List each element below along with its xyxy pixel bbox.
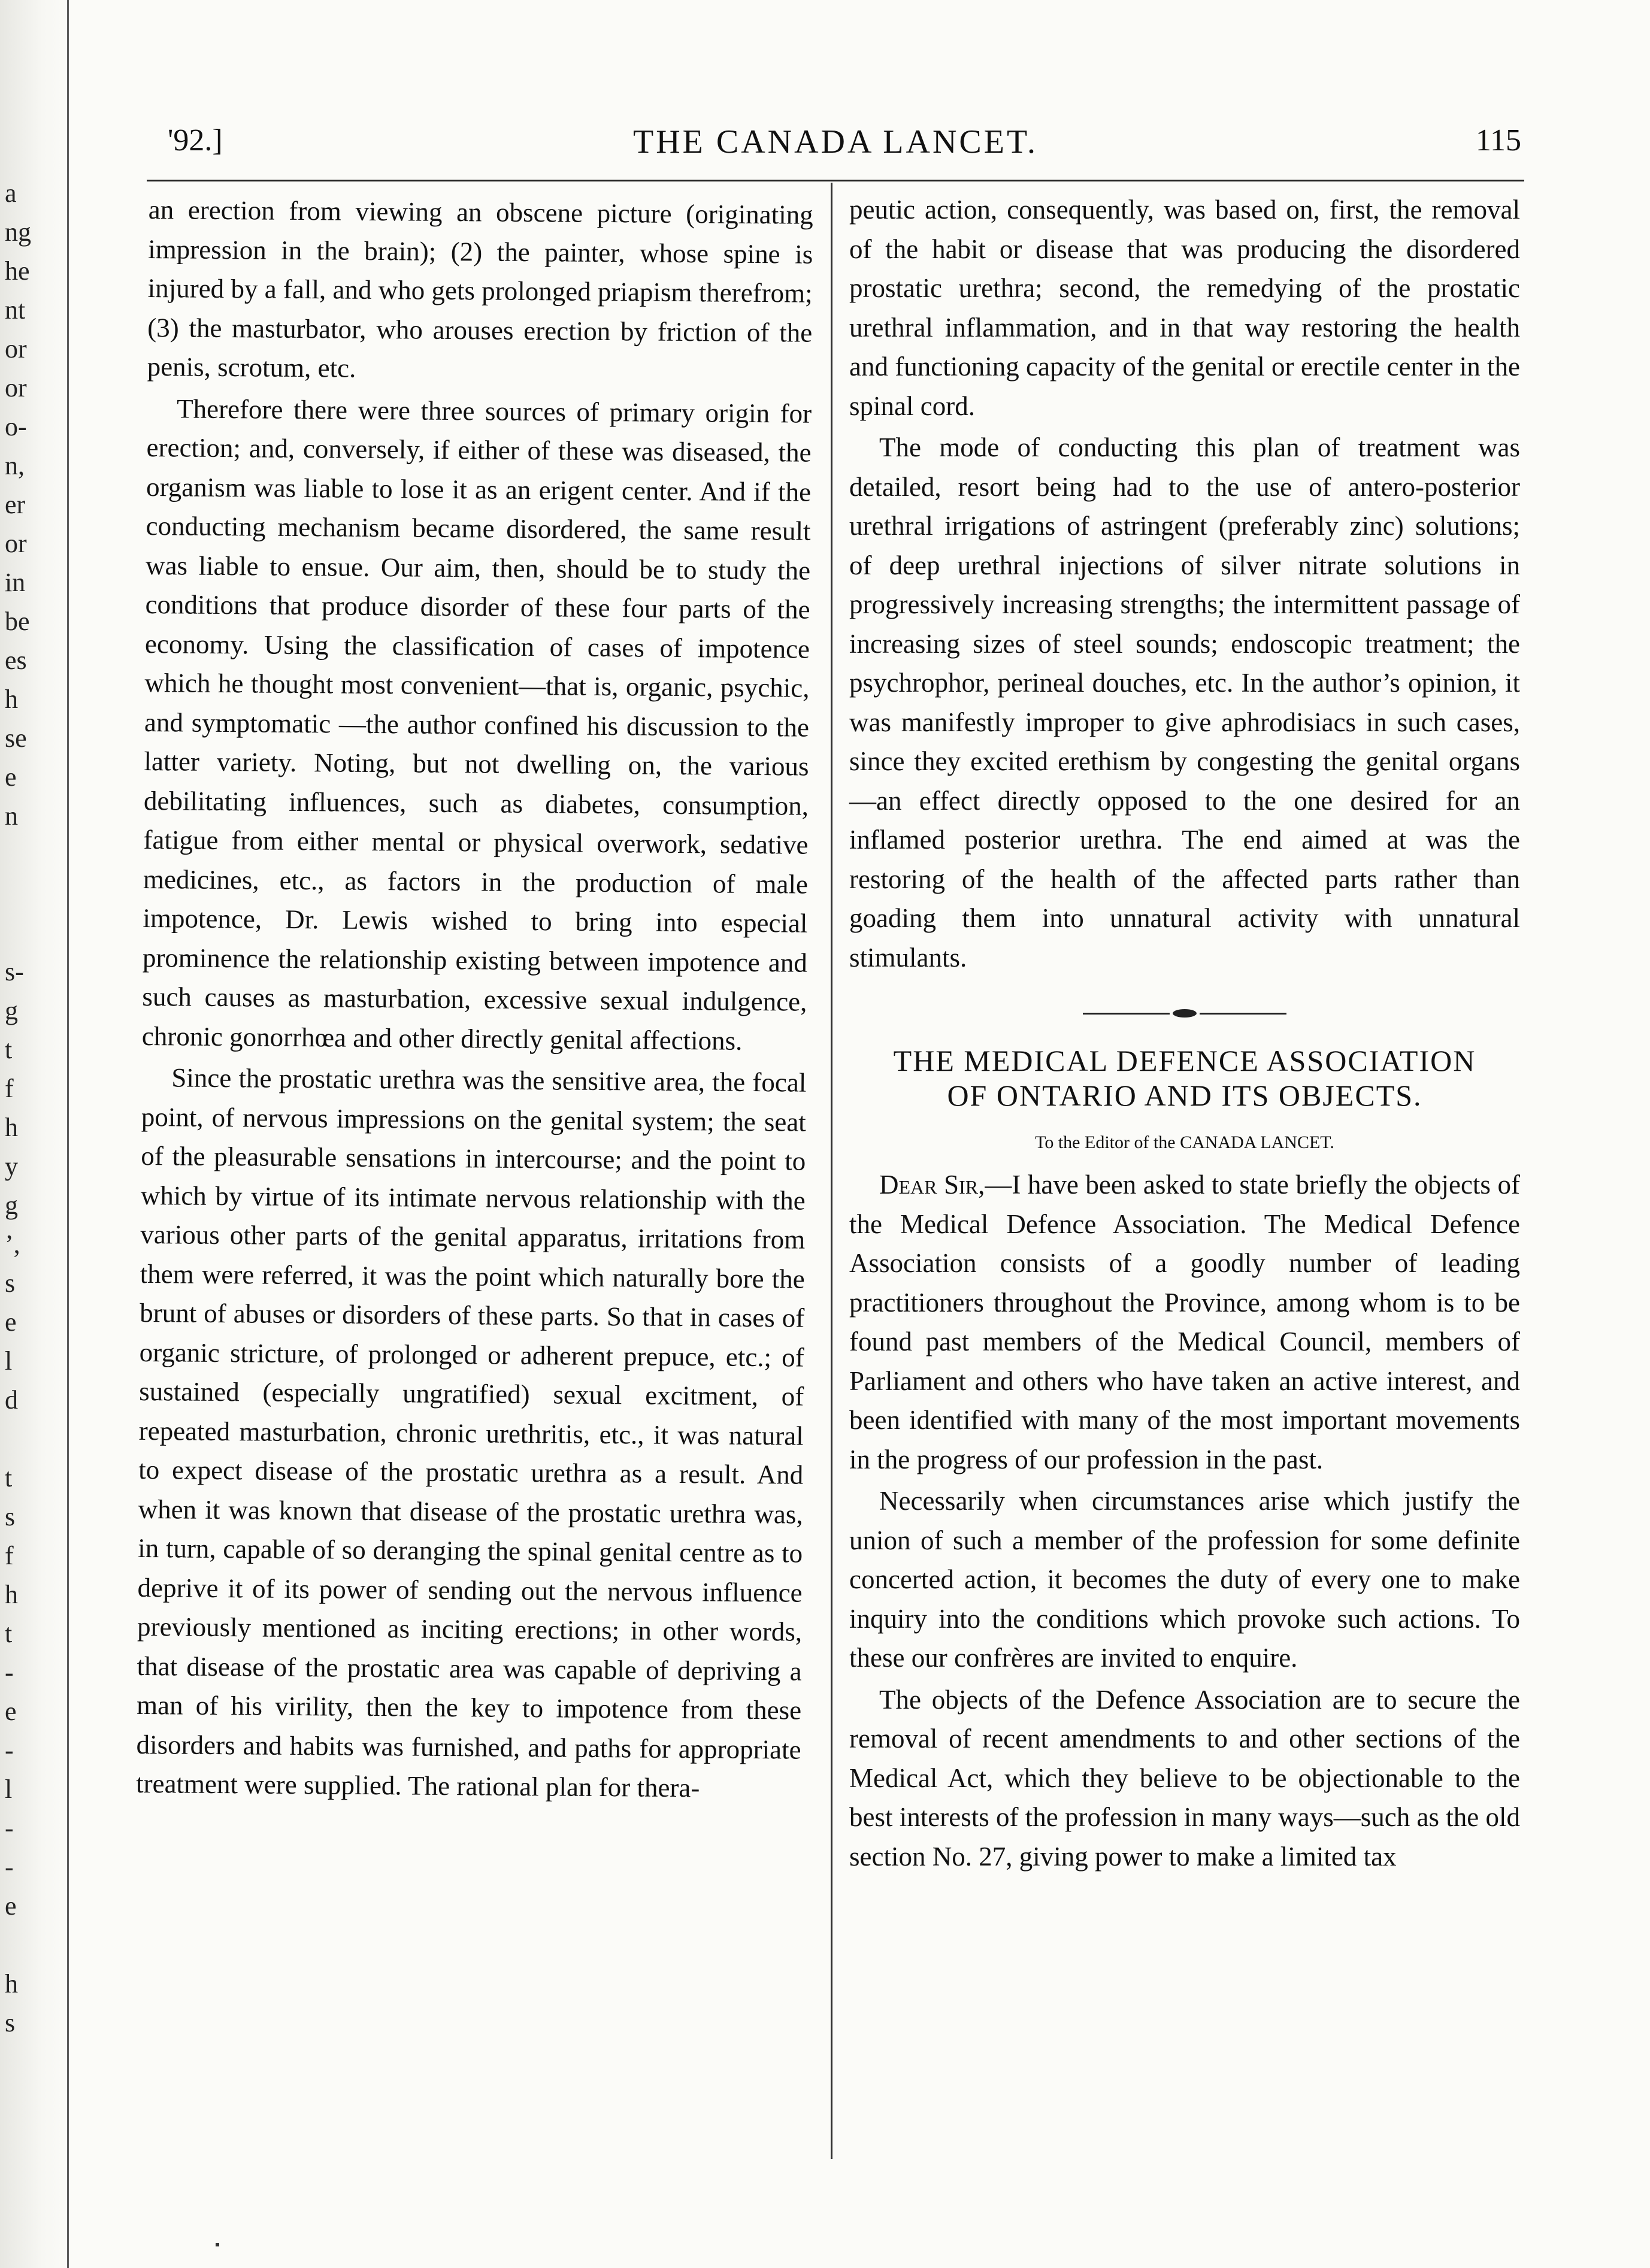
paragraph: The mode of conducting this plan of treatment was detailed, resort being had to the use of antero-posterior urethral irrigations of astringent (preferably zinc) solutions; of deep urethral injections of silver nitrate solutions in progressively increasing strengths; the intermittent passage of increasing sizes of steel sounds; endoscopic treatment; the psychrophor, perineal douches, etc. In the author’s opinion, it was manifestly improper to give aphrodisiacs in such cases, since they excited erethism by congesting the genital organs—an effect directly opposed to the one desired for an inflamed posterior urethra. The end aimed at was the restoring of the health of the affected parts rather than goading them into unnatural activity with unnatural stimulants. (849, 432, 1520, 973)
bleed-fragment: or (5, 529, 27, 558)
bleed-fragment: s (5, 2008, 16, 2037)
bleed-fragment: g (5, 996, 18, 1025)
article-heading (849, 1043, 1520, 1113)
bleed-fragment: or (5, 334, 27, 364)
bleed-fragment: h (5, 1969, 18, 1998)
bleed-fragment: o- (5, 412, 27, 441)
paragraph: Therefore there were three sources of primary origin for erection; and, conversely, if either of these was diseased, the organism was liable to lose it as an erigent center. And if the conducting mechanism became disordered, the same result was liable to ensue. Our aim, then, should be to study the conditions that produce disorder of these four parts of the economy. Using the classification of cases of impotence which he thought most convenient—that is, organic, psychic, and symptomatic —the author confined his discussion to the latter variety. Noting, but not dwelling on, the various debilitating influences, such as diabetes, consumption, fatigue from either mental or physical overwork, sedative medicines, etc., as factors in the production of male impotence, Dr. Lewis wished to bring into especial prominence the relationship existing between impotence and such causes as masturbation, excessive sexual indulgence, chronic gonorrhœa and other directly genital affections. (141, 393, 812, 1056)
bleed-fragment: s (5, 1268, 16, 1298)
bleed-fragment: e (5, 1891, 17, 1921)
bleed-fragment: in (5, 568, 26, 597)
bleed-fragment: - (5, 1658, 14, 1687)
bleed-fragment: a (5, 178, 17, 208)
bleed-fragment: - (5, 1736, 14, 1765)
bleed-fragment (5, 1925, 29, 1964)
bleed-fragment (5, 913, 29, 952)
bleed-fragment: nt (5, 295, 26, 325)
bleed-fragment: h (5, 685, 18, 714)
article-heading-line: OF ONTARIO AND ITS OBJECTS. (947, 1079, 1422, 1112)
bleed-fragment: - (5, 1813, 14, 1843)
bleed-fragment: h (5, 1113, 18, 1142)
editor-address: To the Editor of the CANADA LANCET. (1035, 1133, 1334, 1152)
bleed-fragment: he (5, 256, 30, 286)
binding-edge (67, 0, 69, 2268)
letter-paragraph: Necessarily when circumstances arise which justify the union of such a member of the profession for some definite concerted action, it becomes the duty of every one to make inquiry into the conditions which provoke such actions. To these our confrères are invited to enquire. (849, 1486, 1520, 1673)
bleed-fragment: er (5, 490, 26, 519)
bleed-fragment: g (5, 1191, 18, 1220)
letter-paragraph (849, 1165, 1520, 1479)
paragraph: peutic action, consequently, was based on, first, the removal of the habit or disease that was producing the disordered prostatic urethra; second, the remedying of the prostatic urethral inflammation, and in that way restoring the health and functioning capacity of the genital or erectile center in the spinal cord. (849, 195, 1520, 421)
bleed-fragment: ng (5, 217, 31, 247)
bleed-fragment: l (5, 1346, 13, 1376)
bleed-fragment: e (5, 1697, 17, 1726)
letter-body: —I have been asked to state briefly the objects of the Medical Defence Association. The Medical Defence Association consists of a goodly number of leading practitioners throughout the Province, among whom is to be found past members of the Medical Council, members of Parliament and others who have taken an active interest, and been identified with many of the most important movements in the progress of our profession in the past. (849, 1170, 1520, 1474)
article-heading-line: THE MEDICAL DEFENCE ASSOCIATION (893, 1044, 1476, 1077)
bleed-fragment: e (5, 1307, 17, 1337)
right-column (849, 190, 1520, 1879)
section-ornament (1083, 1007, 1286, 1019)
journal-title: THE CANADA LANCET. (632, 123, 1039, 161)
paragraph: an erection from viewing an obscene picture (originating impression in the brain); (2) the painter, whose spine is injured by a fall, and who gets prolonged priapism therefrom; (3) the masturbator, who arouses erection by friction of the penis, scrotum, etc. (147, 194, 813, 383)
bleed-fragment: f (5, 1541, 14, 1570)
bleed-fragment: be (5, 607, 30, 636)
bleed-fragment: t (5, 1463, 13, 1492)
bleed-fragment: t (5, 1035, 13, 1064)
ink-speck (216, 2243, 219, 2246)
adjacent-page-bleed (5, 174, 29, 2042)
bleed-fragment: d (5, 1385, 18, 1415)
bleed-fragment: h (5, 1580, 18, 1609)
bleed-fragment: l (5, 1775, 13, 1804)
bleed-fragment: y (5, 1152, 18, 1181)
bleed-fragment: n, (5, 451, 25, 480)
bleed-fragment: n (5, 801, 18, 831)
bleed-fragment: se (5, 723, 27, 753)
paragraph: Since the prostatic urethra was the sensitive area, the focal point, of nervous impressions on the genital system; the seat of the pleasurable sensations in intercourse; and the point to which by virtue of its intimate nervous relationship with the various other parts of the genital apparatus, irritations from them were referred, it was the point which naturally bore the brunt of abuses or disorders of these parts. So that in cases of organic stricture, of prolonged or adherent prepuce, etc.; of sustained (especially ungratified) sexual excitment, of repeated masturbation, chronic urethritis, etc., it was natural to expect disease of the prostatic urethra as a result. And when it was known that disease of the prostatic urethra was, in turn, capable of so deranging the spinal genital centre as to deprive it of its power of sending out the nervous influence previously mentioned as inciting erections; in other words, that disease of the prostatic area was capable of depriving a man of his virility, then the key to impotence from these disorders and habits was furnished, and paths for appropriate treatment were supplied. The rational plan for thera- (135, 1062, 807, 1803)
column-divider (831, 183, 832, 2159)
bleed-fragment: t (5, 1619, 13, 1648)
bleed-fragment: e (5, 762, 17, 792)
page-number: 115 (1475, 123, 1521, 158)
running-header (147, 123, 1524, 177)
bleed-fragment (5, 1419, 29, 1458)
letter-paragraph: The objects of the Defence Association are to secure the removal of recent amendments to and other sections of the Medical Act, which they believe to be objectionable to the best interests of the profession in many ways—such as the old section No. 27, giving power to make a limited tax (849, 1684, 1520, 1872)
bleed-fragment: f (5, 1074, 14, 1103)
left-column (136, 190, 813, 1811)
header-rule (147, 180, 1524, 181)
salutation: Dear Sir, (879, 1170, 985, 1200)
bleed-fragment: or (5, 373, 27, 402)
volume-year: '92.] (168, 123, 223, 158)
bleed-fragment: - (5, 1852, 14, 1882)
bleed-fragment: es (5, 646, 27, 675)
bleed-fragment: ’, (5, 1230, 20, 1259)
bleed-fragment (5, 835, 29, 874)
bleed-fragment (5, 874, 29, 913)
bleed-fragment: s (5, 1502, 16, 1531)
bleed-fragment: s- (5, 957, 24, 986)
